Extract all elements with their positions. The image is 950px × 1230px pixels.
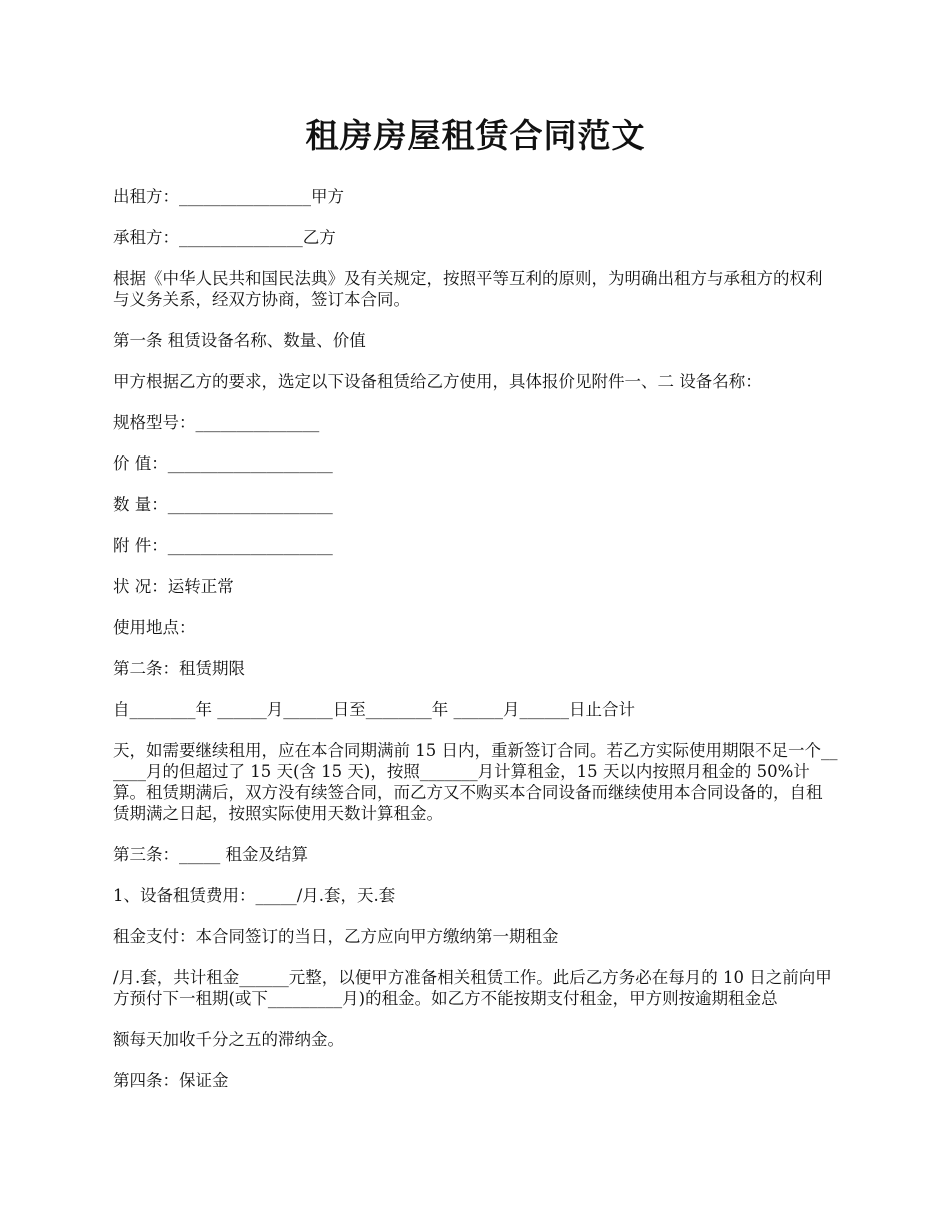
article-4-heading: 第四条：保证金 [113,1071,229,1090]
lease-period-line: 自________年 ______月______日至________年 ______月______日止合计 [113,700,635,719]
article-1-heading: 第一条 租赁设备名称、数量、价值 [113,331,366,350]
rental-fee-line: 1、设备租赁费用：_____/月.套，天.套 [113,886,396,905]
document-title: 租房房屋租赁合同范文 [305,116,646,155]
late-fee-line: 额每天加收千分之五的滞纳金。 [113,1030,344,1049]
lessee-line: 承租方：_______________乙方 [113,228,336,247]
quantity-line: 数 量：____________________ [113,495,333,514]
lessor-line: 出租方：________________甲方 [113,187,344,206]
value-line: 价 值：____________________ [113,454,333,473]
preamble-paragraph: 根据《中华人民共和国民法典》及有关规定，按照平等互利的原则，为明确出租方与承租方的权利与义务关系，经双方协商，签订本合同。 [113,269,823,309]
article-2-heading: 第二条：租赁期限 [113,659,245,678]
spec-model-line: 规格型号：_______________ [113,413,320,432]
payment-paragraph: /月.套，共计租金______元整，以便甲方准备相关租赁工作。此后乙方务必在每月的 10 日之前向甲方预付下一租期(或下_________月)的租金。如乙方不能按期支付租金，甲方则按逾期租金总 [113,968,832,1008]
equipment-intro: 甲方根据乙方的要求，选定以下设备租赁给乙方使用，具体报价见附件一、二 设备名称： [113,372,762,391]
condition-line: 状 况：运转正常 [113,577,234,596]
article-3-heading: 第三条：_____ 租金及结算 [113,845,308,864]
attachment-line: 附 件：____________________ [113,536,333,555]
lease-period-paragraph: 天，如需要继续租用，应在本合同期满前 15 日内，重新签订合同。若乙方实际使用期限不足一个______月的但超过了 15 天(含 15 天)，按照_______月计算租金，15 天以内按照月租金的 50%计算。租赁期满后，双方没有续签合同，而乙方又不购买本合同设备而继续使用本合同设备的，自租赁期满之日起，按照实际使用天数计算租金。 [113,741,838,823]
location-line: 使用地点： [113,618,196,637]
payment-line: 租金支付：本合同签订的当日，乙方应向甲方缴纳第一期租金 [113,927,559,946]
